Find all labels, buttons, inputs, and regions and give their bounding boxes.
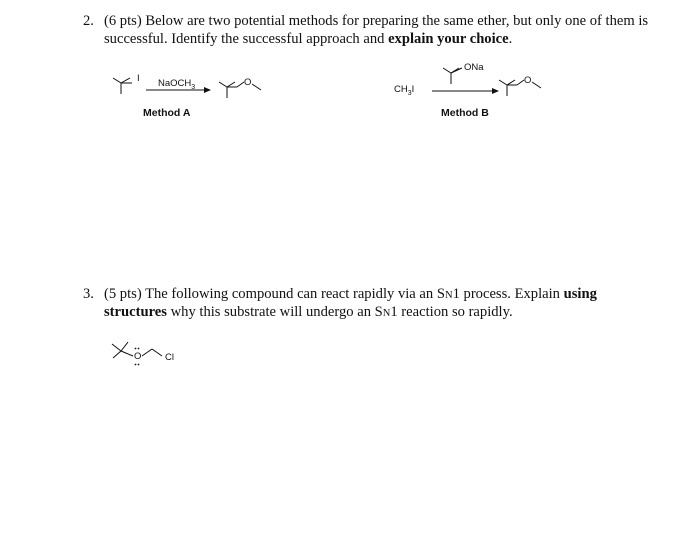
bond: [113, 351, 121, 358]
bond: [142, 349, 152, 356]
method-a-reagent-text: NaOCH: [158, 78, 192, 89]
question-3-oxygen-label: O: [134, 351, 142, 362]
method-a-product-ether: [217, 76, 267, 104]
question-2-number: 2.: [83, 13, 94, 29]
bond: [121, 351, 133, 356]
bond: [121, 342, 128, 351]
bond: [152, 349, 162, 356]
method-b-reagent: [394, 84, 414, 99]
method-b-product-oxygen: O: [524, 75, 532, 86]
question-2-line-2-emphasis: explain your choice: [388, 31, 509, 47]
bond: [219, 82, 227, 87]
method-b-label: Method B: [441, 107, 489, 119]
method-b-reagent-suffix: I: [411, 84, 415, 95]
question-2-text-line-1: (6 pts) Below are two potential methods for preparing the same ether, but only one of them is: [104, 13, 649, 29]
question-3-text-line-1: [104, 285, 597, 305]
question-3-line-1-emphasis: using: [563, 286, 597, 302]
bond: [507, 80, 515, 85]
question-3-sn-subscript-2: N: [382, 308, 391, 319]
method-a-product-oxygen: O: [244, 77, 252, 88]
bond: [112, 344, 121, 351]
lone-pair-dot: [138, 348, 140, 350]
question-2-line-2-start: successful. Identify the successful approach and: [104, 31, 389, 47]
method-b-product-ether: [497, 74, 547, 102]
bond: [532, 82, 541, 88]
question-3-chloromethyl-ether-structure: [108, 336, 188, 376]
question-3-line-2-start: why this substrate will undergo an S: [166, 304, 383, 320]
lone-pair-dot: [135, 364, 137, 366]
method-b-reaction-arrow: [432, 87, 500, 95]
question-3-line-2-end: 1 reaction so rapidly.: [390, 304, 513, 320]
method-b-reagent-subscript: 3: [407, 89, 412, 97]
question-3-line-1-start: (5 pts) The following compound can react rapidly via an S: [104, 286, 445, 302]
method-a-label: Method A: [143, 107, 191, 119]
question-3-line-2-emphasis: structures: [104, 304, 167, 320]
question-2-text-line-2: [104, 30, 512, 48]
bond: [443, 68, 451, 73]
bond: [499, 80, 507, 85]
question-3-line-1-mid: 1 process. Explain: [452, 286, 564, 302]
bond: [113, 78, 121, 83]
bond: [451, 68, 462, 73]
lone-pair-dot: [138, 364, 140, 366]
lone-pair-dot: [135, 348, 137, 350]
question-3-text-line-2: [104, 303, 513, 323]
question-3-number: 3.: [83, 286, 94, 302]
bond: [237, 82, 244, 87]
question-3-sn-subscript: N: [444, 290, 453, 301]
bond: [517, 80, 524, 85]
question-2-line-2-end: .: [508, 31, 513, 47]
bond: [252, 84, 261, 90]
method-a-tert-butyl-iodide: [110, 72, 150, 102]
question-3-chlorine-label: Cl: [165, 352, 174, 363]
method-a-reagent-subscript: 3: [191, 83, 196, 91]
bond: [121, 78, 130, 83]
method-b-reagent-text: CH: [394, 84, 408, 95]
bond: [227, 82, 235, 87]
method-a-iodide-label: I: [137, 73, 140, 84]
method-b-alkoxide-label: ONa: [464, 62, 484, 73]
